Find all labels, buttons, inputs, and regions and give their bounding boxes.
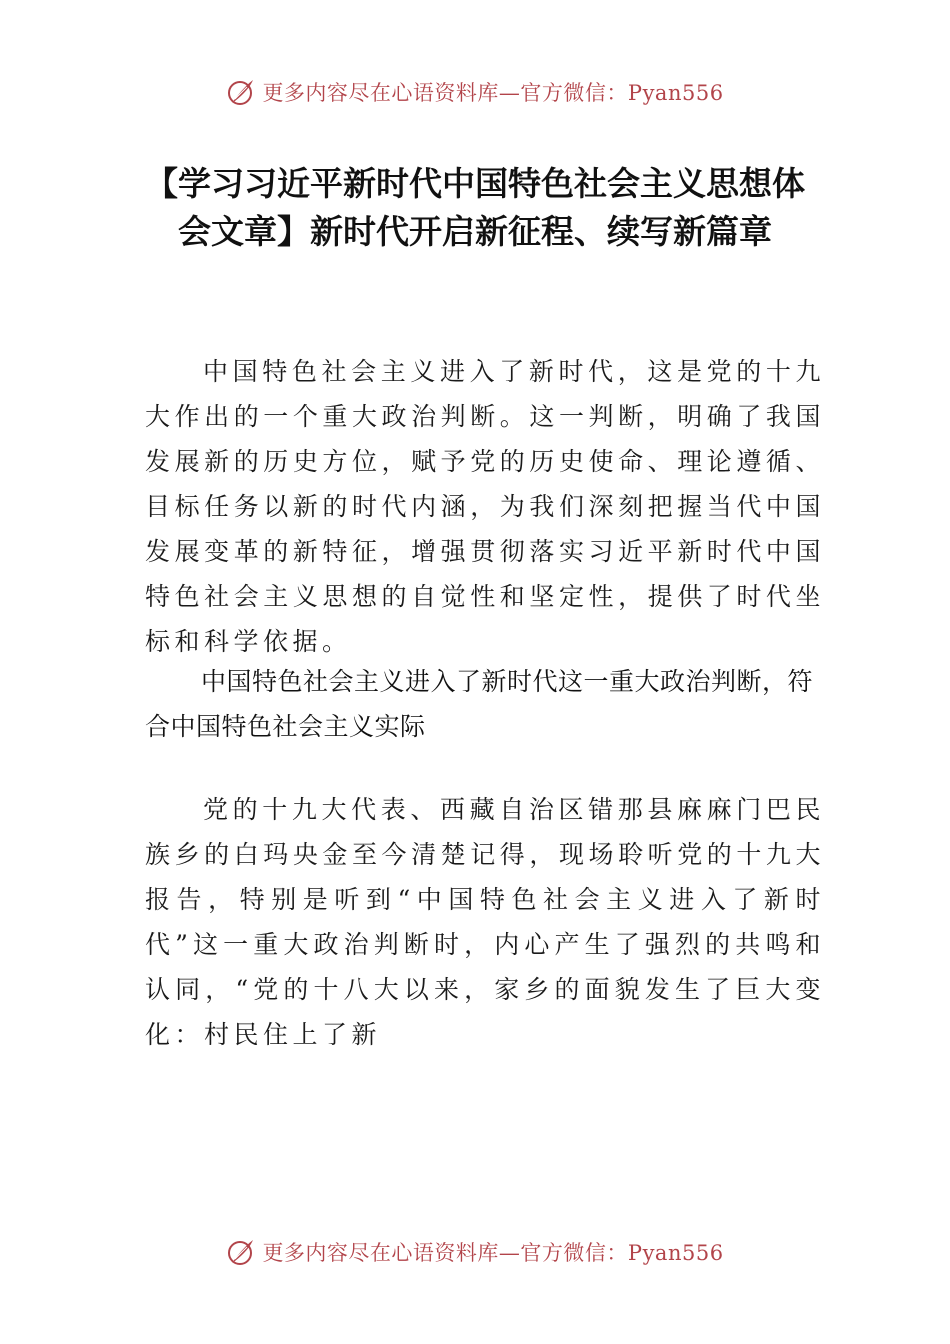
watermark-text: 更多内容尽在心语资料库—官方微信：Pyan556 <box>262 81 724 105</box>
header-watermark <box>0 72 950 112</box>
feather-quill-logo-icon <box>226 77 256 107</box>
footer-watermark <box>0 1232 950 1272</box>
feather-quill-logo-icon <box>226 1237 256 1267</box>
watermark-text: 更多内容尽在心语资料库—官方微信：Pyan556 <box>262 1241 724 1265</box>
section-subheading: 中国特色社会主义进入了新时代这一重大政治判断，符合中国特色社会主义实际 <box>145 667 814 741</box>
document-title: 【学习习近平新时代中国特色社会主义思想体会文章】新时代开启新征程、续写新篇章 <box>145 164 805 251</box>
body-paragraph-1: 中国特色社会主义进入了新时代，这是党的十九大作出的一个重大政治判断。这一判断，明确了我国发展新的历史方位，赋予党的历史使命、理论遵循、目标任务以新的时代内涵，为我们深刻把握当代中国发展变革的新特征，增强贯彻落实习近平新时代中国特色社会主义思想的自觉性和坚定性，提供了时代坐标和科学依据。 <box>145 357 825 656</box>
body-paragraph-2: 党的十九大代表、西藏自治区错那县麻麻门巴民族乡的白玛央金至今清楚记得，现场聆听党的十九大报告，特别是听到“中国特色社会主义进入了新时代”这一重大政治判断时，内心产生了强烈的共鸣和认同，“党的十八大以来，家乡的面貌发生了巨大变化：村民住上了新 <box>145 795 825 1049</box>
